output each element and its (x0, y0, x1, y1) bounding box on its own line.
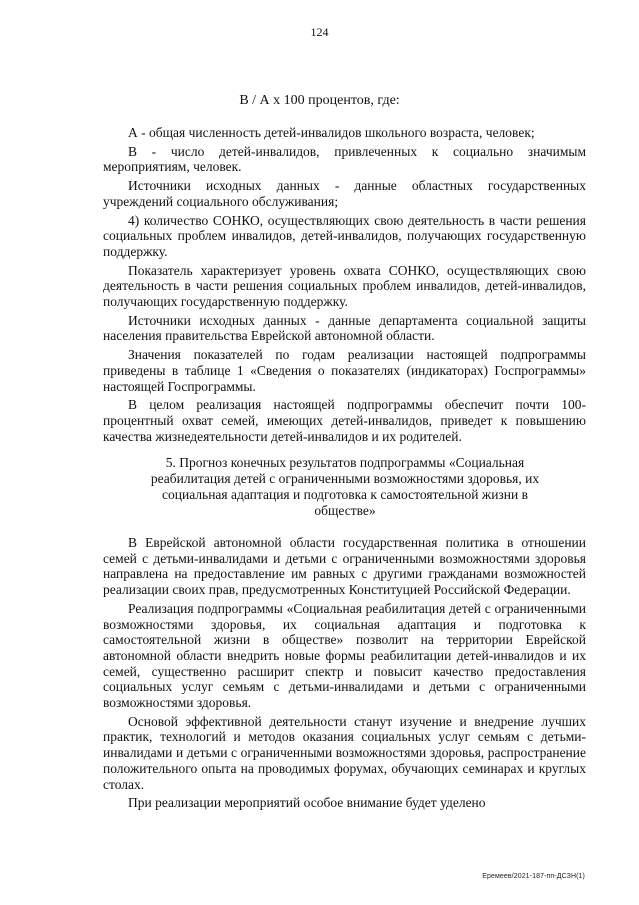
paragraph: В целом реализация настоящей подпрограммы обеспечит почти 100-процентный охват семей, имеющих детей-инвалидов, приведет к повышению качества жизнедеятельности детей-инвалидов и их родителей. (103, 397, 586, 444)
body-text-top (103, 125, 586, 447)
body-text-bottom (103, 535, 586, 814)
paragraph: А - общая численность детей-инвалидов школьного возраста, человек; (128, 125, 535, 140)
paragraph: Источники исходных данных - данные департамента социальной защиты населения правительства Еврейской автономной области. (103, 312, 586, 344)
formula-line: В / А х 100 процентов, где: (239, 93, 400, 108)
paragraph: При реализации мероприятий особое внимание будет уделено (128, 795, 486, 811)
paragraph: 4) количество СОНКО, осуществляющих свою деятельность в части решения социальных проблем инвалидов, детей-инвалидов, получающих государственную поддержку. (103, 212, 586, 259)
section-heading: 5. Прогноз конечных результатов подпрограммы «Социальная реабилитация детей с ограниченными возможностями здоровья, их социальная адаптация и подготовка к самостоятельной жизни в обществе» (150, 455, 540, 518)
paragraph: В Еврейской автономной области государственная политика в отношении семей с детьми-инвалидами и детьми с ограниченными возможностями здоровья направлена на предоставление им равных с другими гражданами возможностей реализации своих прав, предусмотренных Конституцией Российской Федерации. (103, 535, 586, 598)
document-code: Еремеев/2021-187-пп-ДСЗН(1) (482, 873, 585, 880)
paragraph: Показатель характеризует уровень охвата СОНКО, осуществляющих свою деятельность в части решения социальных проблем инвалидов, детей-инвалидов, получающих государственную поддержку. (103, 262, 586, 310)
page-number: 124 (310, 25, 329, 39)
paragraph: Реализация подпрограммы «Социальная реабилитация детей с ограниченными возможностями здоровья, их социальная адаптация и подготовка к самостоятельной жизни в обществе» позволит на территории Еврейской автономной области внедрить новые формы реабилитации детей-инвалидов и их семей, существенно расширит спектр и повысит качество предоставления социальных услуг семьям с детьми-инвалидами и детьми с ограниченными возможностями здоровья. (103, 600, 586, 711)
paragraph: В - число детей-инвалидов, привлеченных к социально значимым мероприятиям, человек. (103, 143, 586, 175)
paragraph: Основой эффективной деятельности станут изучение и внедрение лучших практик, технологий и методов оказания социальных услуг семьям с детьми-инвалидами и детьми с ограниченными возможностями здоровья, распространение положительного опыта на проводимых форумах, обучающих семинарах и круглых столах. (103, 713, 586, 792)
paragraph: Значения показателей по годам реализации настоящей подпрограммы приведены в таблице 1 «Сведения о показателях (индикаторах) Госпрограммы» настоящей Госпрограммы. (103, 347, 586, 394)
paragraph: Источники исходных данных - данные областных государственных учреждений социального обслуживания; (103, 178, 586, 209)
